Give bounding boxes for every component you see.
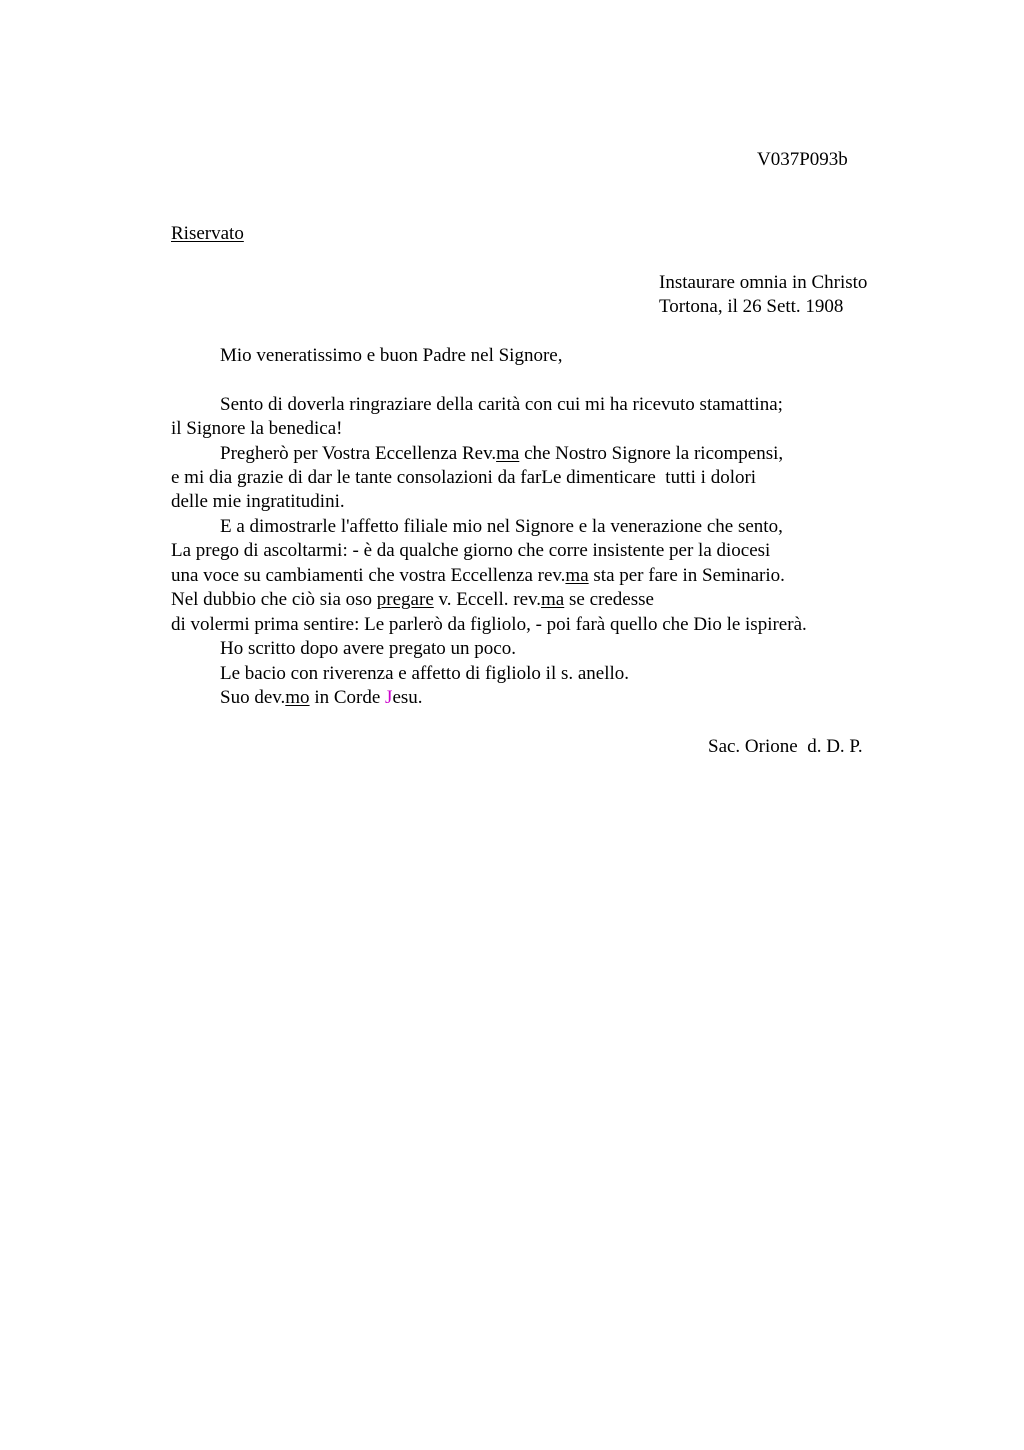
body-line <box>220 442 783 466</box>
text-segment: Pregherò per Vostra Eccellenza Rev. <box>220 443 497 464</box>
underlined-abbrev: ma <box>565 565 589 586</box>
body-line: Sento di doverla ringraziare della carità con cui mi ha ricevuto stamattina; <box>220 394 783 415</box>
text-segment: se credesse <box>564 589 654 610</box>
closing-line <box>220 686 423 710</box>
body-line: delle mie ingratitudini. <box>171 491 345 512</box>
body-line: Le bacio con riverenza e affetto di figliolo il s. anello. <box>220 663 630 684</box>
body-line: E a dimostrarle l'affetto filiale mio nel Signore e la venerazione che sento, <box>220 516 783 537</box>
text-segment: sta per fare in Seminario. <box>588 565 785 586</box>
reference-code: V037P093b <box>757 149 848 170</box>
underlined-abbrev: ma <box>541 589 565 610</box>
heading-riservato: Riservato <box>171 223 244 244</box>
text-segment: una voce su cambiamenti che vostra Eccellenza rev. <box>171 565 566 586</box>
underlined-word: pregare <box>376 589 434 610</box>
text-segment: esu. <box>392 687 423 708</box>
body-line: La prego di ascoltarmi: - è da qualche giorno che corre insistente per la diocesi <box>171 540 771 561</box>
text-segment: Suo dev. <box>220 687 286 708</box>
body-line: Ho scritto dopo avere pregato un poco. <box>220 638 516 659</box>
underlined-abbrev: mo <box>285 687 310 708</box>
body-line: di volermi prima sentire: Le parlerò da figliolo, - poi farà quello che Dio le ispirerà. <box>171 614 807 635</box>
signature: Sac. Orione d. D. P. <box>708 736 863 757</box>
text-segment: v. Eccell. rev. <box>433 589 542 610</box>
highlighted-letter: J <box>385 687 393 708</box>
body-line: e mi dia grazie di dar le tante consolazioni da farLe dimenticare tutti i dolori <box>171 467 757 488</box>
body-line <box>171 564 785 588</box>
salutation: Mio veneratissimo e buon Padre nel Signore, <box>220 345 563 366</box>
body-line: il Signore la benedica! <box>171 418 343 439</box>
text-segment: Nel dubbio che ciò sia oso <box>171 589 377 610</box>
body-line <box>171 588 654 612</box>
text-segment: in Corde <box>309 687 386 708</box>
motto: Instaurare omnia in Christo <box>659 272 868 293</box>
underlined-abbrev: ma <box>496 443 520 464</box>
text-segment: che Nostro Signore la ricompensi, <box>519 443 784 464</box>
place-date: Tortona, il 26 Sett. 1908 <box>659 296 844 317</box>
